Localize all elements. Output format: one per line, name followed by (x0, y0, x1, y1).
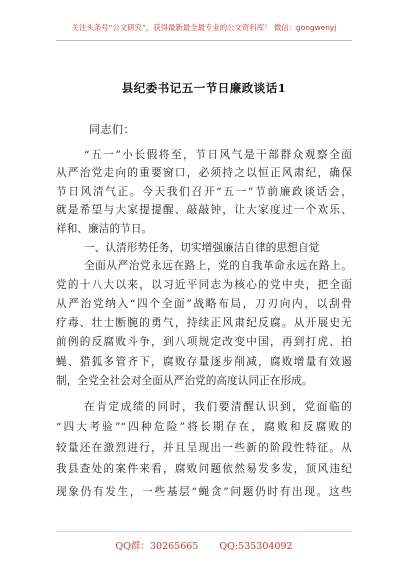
body-line: 全面从严治党永远在路上，党的自我革命永远在路上。 (84, 260, 352, 272)
body-line: 制，全党全社会对全面从严治党的高度认同正在形成。 (56, 375, 313, 387)
body-line: 祥和、廉洁的节日。 (56, 223, 153, 235)
body-line: “五一”小长假将至，节日风气是干部群众观察全面 (84, 149, 352, 161)
footer-contact (0, 538, 408, 552)
body-line: 从严治党走向的重要窗口，必须持之以恒正风肃纪，确保 (56, 167, 352, 179)
header-divider (56, 40, 352, 41)
body-line: 现象仍有发生，一些基层“蝇贪”问题仍时有出现。这些 (56, 486, 352, 498)
body-line: 蝇、猎狐多管齐下，腐败存量逐步削减，腐败增量有效遏 (56, 356, 352, 368)
salutation: 同志们： (89, 123, 135, 136)
footer-divider (56, 531, 352, 532)
document-title: 县纪委书记五一节日廉政谈话1 (121, 81, 287, 95)
footer-qq-group: QQ群：30265665 (115, 541, 199, 552)
body-line: 疗毒、壮士断腕的勇气，持续正风肃纪反腐。从开展史无 (56, 317, 352, 329)
header-promo-note: 关注头条号“公文研究”，获得最新最全最专业的公文资料库！ 微信：gongwenyj (71, 23, 337, 32)
body-line: 从严治党纳入“四个全面”战略布局，刀刃向内，以刮骨 (56, 298, 352, 310)
body-line: 节日风清气正。今天我们召开“五一”节前廉政谈话会， (56, 186, 352, 198)
section-heading: 一、认清形势任务，切实增强廉洁自律的思想自觉 (84, 242, 320, 254)
footer-qq-number: QQ:535304092 (219, 541, 293, 552)
body-line: 在肯定成绩的同时，我们要清醒认识到，党面临的 (84, 401, 352, 413)
body-line: 党的十八大以来，以习近平同志为核心的党中央，把全面 (56, 279, 352, 291)
body-line: 就是希望与大家提提醒、敲敲钟，让大家度过一个欢乐、 (56, 204, 352, 216)
body-line: 前例的反腐败斗争，到八项规定改变中国，再到打虎、拍 (56, 336, 352, 348)
body-line: “四大考验”“四种危险”将长期存在，腐败和反腐败的 (56, 421, 352, 433)
body-line: 我县查处的案件来看，腐败问题依然易发多发，顶风违纪 (56, 463, 352, 475)
body-line: 较量还在激烈进行，并且呈现出一些新的阶段性特征。从 (56, 442, 352, 454)
